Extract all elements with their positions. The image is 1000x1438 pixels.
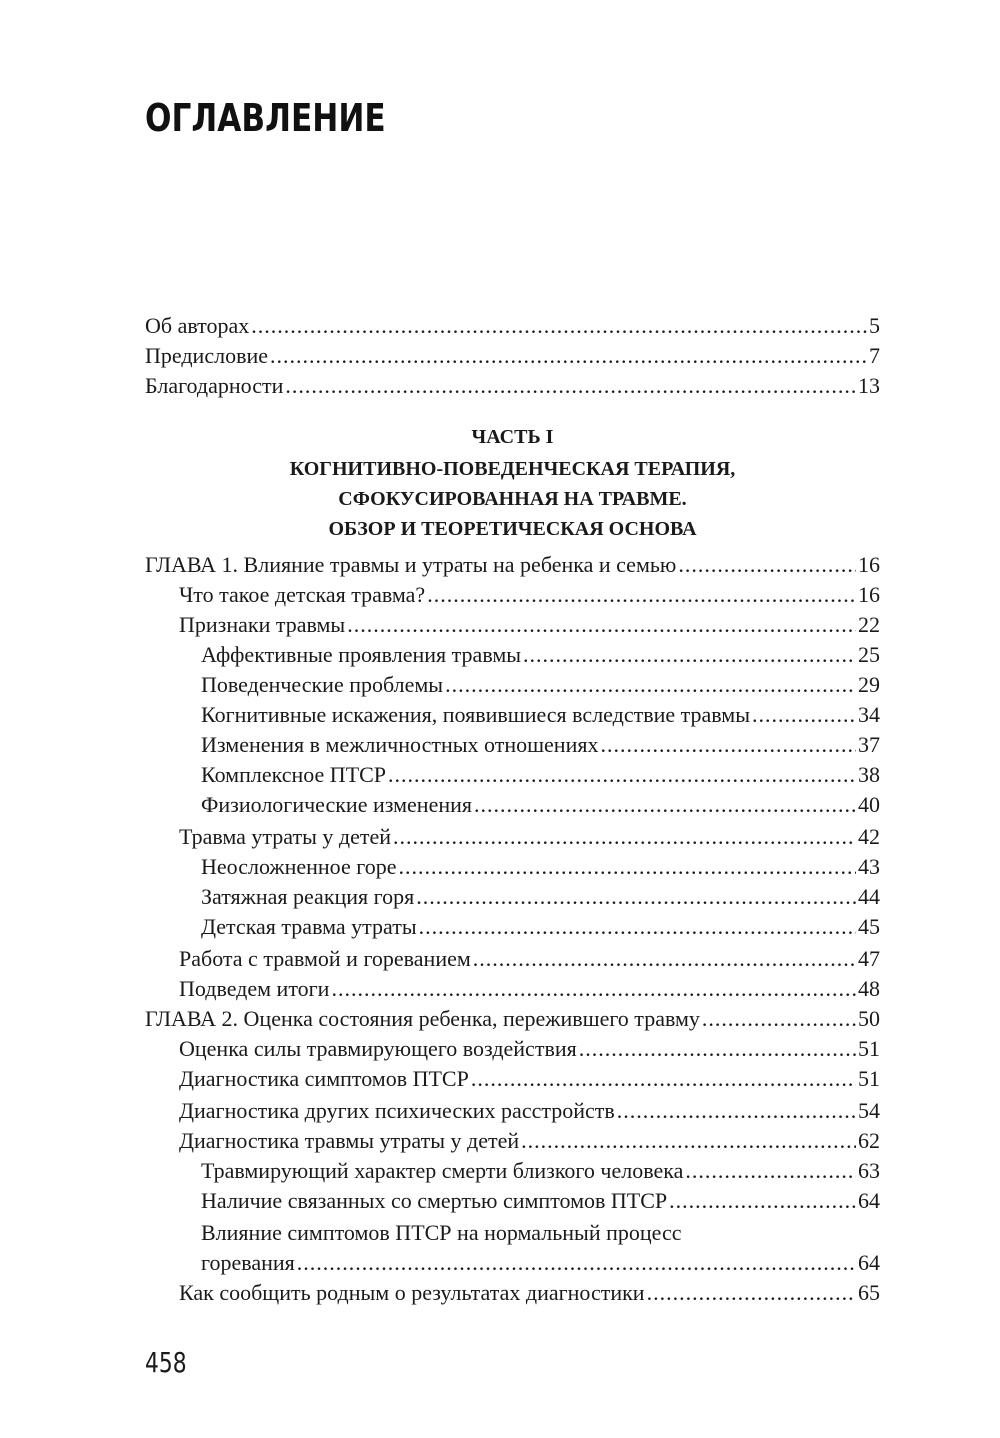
toc-entry-page: 13 xyxy=(858,373,880,398)
toc-entry-subsection[interactable] xyxy=(201,1248,880,1278)
toc-entry-title: Оценка силы травмирующего воздействия xyxy=(179,1036,577,1061)
toc-entry-page: 34 xyxy=(858,702,880,727)
toc-entry-subsection[interactable] xyxy=(201,1156,880,1186)
part-title-line: КОГНИТИВНО-ПОВЕДЕНЧЕСКАЯ ТЕРАПИЯ, xyxy=(289,458,736,480)
toc-entry-section[interactable] xyxy=(179,1126,880,1156)
toc-entry-subsection[interactable] xyxy=(201,700,880,730)
toc-entry-page: 54 xyxy=(858,1098,880,1123)
toc-entry-title: Затяжная реакция горя xyxy=(201,884,415,909)
part-title-line: ОБЗОР И ТЕОРЕТИЧЕСКАЯ ОСНОВА xyxy=(328,518,697,540)
toc-entry-page: 62 xyxy=(858,1128,880,1153)
toc-entry-title: Травма утраты у детей xyxy=(179,824,391,849)
leader-dots xyxy=(416,882,856,912)
leader-dots xyxy=(752,700,856,730)
toc-entry-title: Комплексное ПТСР xyxy=(201,762,387,787)
toc-entry-page: 44 xyxy=(858,884,880,909)
leader-dots xyxy=(523,640,856,670)
leader-dots xyxy=(600,730,856,760)
toc-entry-page: 45 xyxy=(858,914,880,939)
toc-entry-title: Благодарности xyxy=(145,373,284,398)
toc-entry-page: 50 xyxy=(858,1006,880,1031)
leader-dots xyxy=(393,822,856,852)
toc-entry-chapter[interactable] xyxy=(145,1004,880,1034)
toc-entry-title: Изменения в межличностных отношениях xyxy=(201,732,599,757)
leader-dots xyxy=(579,1034,856,1064)
toc-entry-section[interactable] xyxy=(179,1034,880,1064)
toc-entry-page: 7 xyxy=(869,343,880,368)
toc-entry-title: Физиологические изменения xyxy=(201,792,473,817)
page-number: 458 xyxy=(145,1346,187,1379)
toc-entry-title: ГЛАВА 2. Оценка состояния ребенка, пережившего травму xyxy=(145,1006,700,1031)
toc-entry-page: 37 xyxy=(858,732,880,757)
leader-dots xyxy=(398,852,856,882)
leader-dots xyxy=(347,610,856,640)
toc-entry-title: Неосложненное горе xyxy=(201,854,397,879)
toc-entry-title: Диагностика других психических расстройств xyxy=(179,1098,615,1123)
toc-entry-subsection[interactable] xyxy=(201,912,880,942)
toc-entry-page: 51 xyxy=(858,1036,880,1061)
toc-entry-page: 29 xyxy=(858,672,880,697)
toc-entry-subsection-first-line[interactable]: Влияние симптомов ПТСР на нормальный процесс xyxy=(201,1220,682,1245)
toc-entry-about-authors[interactable] xyxy=(145,311,880,341)
leader-dots xyxy=(419,912,856,942)
toc-entry-subsection[interactable] xyxy=(201,670,880,700)
toc-entry-title: Диагностика травмы утраты у детей xyxy=(179,1128,520,1153)
toc-entry-title: Аффективные проявления травмы xyxy=(201,642,522,667)
toc-entry-page: 16 xyxy=(858,582,880,607)
leader-dots xyxy=(647,1278,856,1308)
toc-entry-page: 51 xyxy=(858,1066,880,1091)
toc-entry-section[interactable] xyxy=(179,1064,880,1094)
toc-entry-page: 38 xyxy=(858,762,880,787)
toc-entry-page: 48 xyxy=(858,976,880,1001)
toc-entry-title: ГЛАВА 1. Влияние травмы и утраты на ребенка и семью xyxy=(145,552,677,577)
part-title-line: СФОКУСИРОВАННАЯ НА ТРАВМЕ. xyxy=(338,488,687,510)
leader-dots xyxy=(297,1248,856,1278)
leader-dots xyxy=(445,670,856,700)
toc-entry-section[interactable] xyxy=(179,974,880,1004)
toc-entry-title: Об авторах xyxy=(145,313,250,338)
toc-entry-title: Работа с травмой и гореванием xyxy=(179,946,471,971)
toc-entry-subsection[interactable] xyxy=(201,882,880,912)
leader-dots xyxy=(471,1064,856,1094)
toc-entry-page: 5 xyxy=(869,313,880,338)
leader-dots xyxy=(617,1096,856,1126)
toc-entry-page: 43 xyxy=(858,854,880,879)
toc-entry-section[interactable] xyxy=(179,822,880,852)
toc-entry-title: Как сообщить родным о результатах диагностики xyxy=(179,1280,645,1305)
leader-dots xyxy=(388,760,856,790)
leader-dots xyxy=(427,580,856,610)
leader-dots xyxy=(270,341,867,371)
leader-dots xyxy=(251,311,867,341)
toc-entry-section[interactable] xyxy=(179,580,880,610)
toc-entry-preface[interactable] xyxy=(145,341,880,371)
toc-entry-subsection[interactable] xyxy=(201,790,880,820)
leader-dots xyxy=(685,1156,856,1186)
leader-dots xyxy=(473,944,856,974)
toc-entry-title: Наличие связанных со смертью симптомов ПТСР xyxy=(201,1188,668,1213)
toc-entry-subsection[interactable] xyxy=(201,760,880,790)
toc-entry-title: Подведем итоги xyxy=(179,976,330,1001)
leader-dots xyxy=(285,371,856,401)
toc-entry-acknowledgements[interactable] xyxy=(145,371,880,401)
leader-dots xyxy=(678,550,856,580)
toc-entry-title: Детская травма утраты xyxy=(201,914,417,939)
toc-entry-section[interactable] xyxy=(179,1278,880,1308)
toc-entry-title: Поведенческие проблемы xyxy=(201,672,444,697)
toc-entry-page: 16 xyxy=(858,552,880,577)
part-label: ЧАСТЬ I xyxy=(471,426,554,448)
toc-entry-subsection[interactable] xyxy=(201,640,880,670)
toc-entry-section[interactable] xyxy=(179,610,880,640)
toc-entry-page: 47 xyxy=(858,946,880,971)
toc-entry-page: 64 xyxy=(858,1188,880,1213)
leader-dots xyxy=(521,1126,856,1156)
toc-entry-title: горевания xyxy=(201,1250,295,1275)
toc-entry-subsection[interactable] xyxy=(201,1186,880,1216)
leader-dots xyxy=(702,1004,856,1034)
toc-entry-chapter[interactable] xyxy=(145,550,880,580)
page-title: ОГЛАВЛЕНИЕ xyxy=(145,96,386,140)
toc-entry-page: 65 xyxy=(858,1280,880,1305)
leader-dots xyxy=(669,1186,856,1216)
toc-entry-page: 40 xyxy=(858,792,880,817)
toc-entry-title: Диагностика симптомов ПТСР xyxy=(179,1066,469,1091)
toc-entry-title: Признаки травмы xyxy=(179,612,346,637)
toc-entry-title: Травмирующий характер смерти близкого человека xyxy=(201,1158,684,1183)
toc-entry-title: Когнитивные искажения, появившиеся вследствие травмы xyxy=(201,702,751,727)
toc-entry-section[interactable] xyxy=(179,944,880,974)
toc-entry-title: Предисловие xyxy=(145,343,268,368)
toc-entry-page: 22 xyxy=(858,612,880,637)
toc-entry-page: 63 xyxy=(858,1158,880,1183)
toc-entry-section[interactable] xyxy=(179,1096,880,1126)
toc-entry-page: 25 xyxy=(858,642,880,667)
toc-entry-subsection[interactable] xyxy=(201,852,880,882)
leader-dots xyxy=(331,974,856,1004)
toc-entry-title: Что такое детская травма? xyxy=(179,582,426,607)
toc-entry-page: 64 xyxy=(858,1250,880,1275)
leader-dots xyxy=(474,790,856,820)
toc-entry-page: 42 xyxy=(858,824,880,849)
toc-entry-subsection[interactable] xyxy=(201,730,880,760)
